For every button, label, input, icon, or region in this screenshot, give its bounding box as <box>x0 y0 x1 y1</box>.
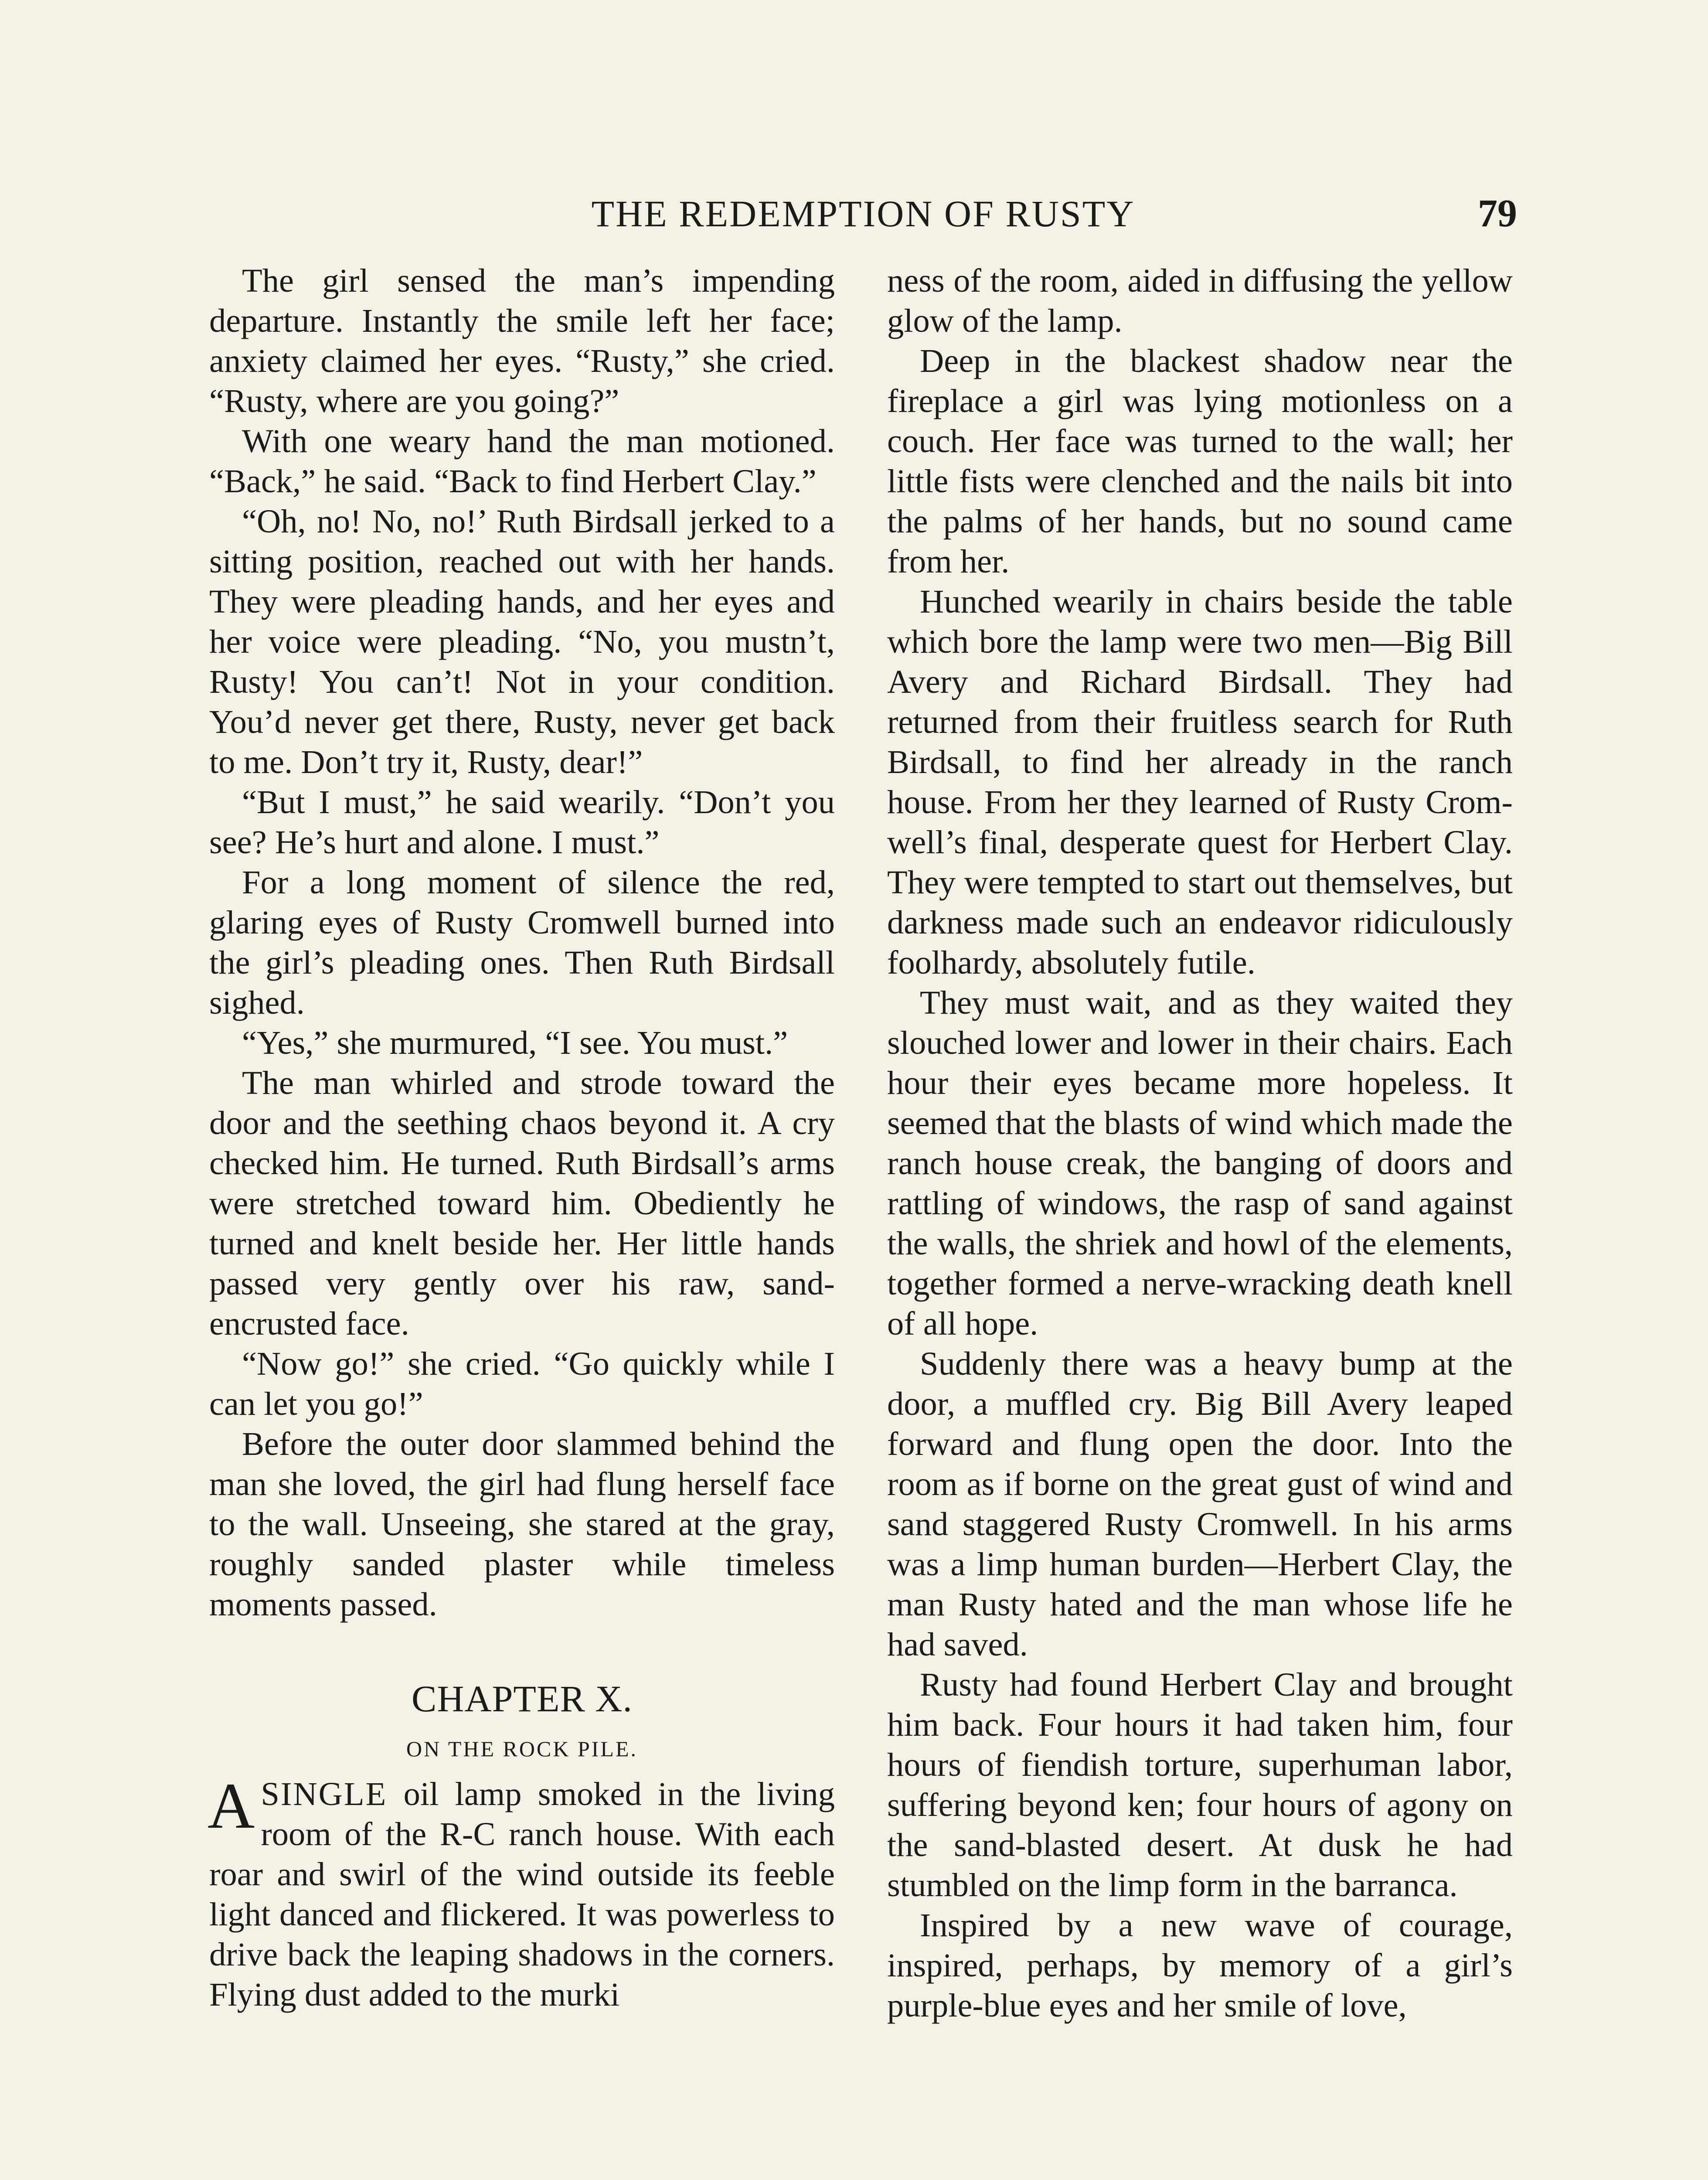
paragraph: Deep in the blackest shadow near the fireplace a girl was lying motionless on a couch. Her face was turned to the wall; her little fists were clenched and the nails bit into the palms of her hands, but no sound came from her. <box>887 342 1513 580</box>
paragraph: Before the outer door slammed behind the man she loved, the girl had flung herself face to the wall. Unseeing, she stared at the gray, roughly sanded plaster while timeless moments passed. <box>209 1425 835 1623</box>
paragraph: Hunched wearily in chairs beside the table which bore the lamp were two men—Big Bill Avery and Richard Birdsall. They had returned from their fruitless search for Ruth Birdsall, to find her already in the ranch house. From her they learned of Rusty Cromwell’s final, desperate quest for Herbert Clay. They were tempted to start out themselves, but darkness made such an endeavor ridiculously foolhardy, absolutely futile. <box>887 583 1513 981</box>
page-number: 79 <box>1478 192 1517 235</box>
continued-paragraph: ness of the room, aided in diffusing the yellow glow of the lamp. <box>887 262 1513 339</box>
paragraph: The man whirled and strode toward the door and the seething chaos beyond it. A cry checked him. He turned. Ruth Birdsall’s arms were stretched toward him. Obediently he turned and knelt beside her. Her little hands passed very gently over his raw, sand-encrusted face. <box>209 1064 835 1342</box>
paragraph: With one weary hand the man motioned. “Back,” he said. “Back to find Herbert Clay.” <box>209 422 835 500</box>
running-title: THE REDEMPTION OF RUSTY <box>591 193 1135 235</box>
paragraph: “Yes,” she murmured, “I see. You must.” <box>242 1024 788 1061</box>
paragraph: “Oh, no! No, no!’ Ruth Birdsall jerked to a sitting position, reached out with her hands. They were pleading hands, and her eyes and her voice were pleading. “No, you mustn’t, Rusty! You can’t! Not in your condition. You’d never get there, Rusty, never get back to me. Don’t try it, Rusty, dear!” <box>209 503 835 780</box>
chapter-subtitle: ON THE ROCK PILE. <box>406 1737 638 1761</box>
paragraph: For a long moment of silence the red, glaring eyes of Rusty Cromwell burned into the girl’s pleading ones. Then Ruth Birdsall sighed. <box>209 864 835 1021</box>
paragraph: The girl sensed the man’s impending departure. Instantly the smile left her face; anxiety claimed her eyes. “Rusty,” she cried. “Rusty, where are you going?” <box>209 262 835 419</box>
paragraph: Inspired by a new wave of courage, inspired, perhaps, by memory of a girl’s purple-blue eyes and her smile of love, <box>887 1907 1513 2024</box>
paragraph: Suddenly there was a heavy bump at the door, a muffled cry. Big Bill Avery leaped forward and flung open the door. Into the room as if borne on the great gust of wind and sand staggered Rusty Cromwell. In his arms was a limp human burden—Herbert Clay, the man Rusty hated and the man whose life he had saved. <box>887 1345 1513 1663</box>
drop-cap: A <box>208 1770 255 1842</box>
paragraph: They must wait, and as they waited they slouched lower and lower in their chairs. Each hour their eyes became more hopeless. It seemed that the blasts of wind which made the ranch house creak, the banging of doors and rattling of windows, the rasp of sand against the walls, the shriek and howl of the elements, together formed a nerve-wracking death knell of all hope. <box>887 984 1513 1342</box>
right-column <box>887 261 1513 2026</box>
chapter-opening-paragraph <box>208 1770 835 2015</box>
chapter-opening-text: oil lamp smoked in the living room of the R-C ranch house. With each roar and swirl of the wind outside its feeble light danced and flickered. It was powerless to drive back the leaping shadows in the corners. Flying dust added to the murki <box>209 1775 835 2013</box>
chapter-heading: CHAPTER X. <box>412 1678 633 1720</box>
paragraph: Rusty had found Herbert Clay and brought him back. Four hours it had taken him, four hours of fiendish torture, superhuman labor, suffering beyond ken; four hours of agony on the sand-blasted desert. At dusk he had stumbled on the limp form in the barranca. <box>887 1666 1513 1904</box>
left-column <box>209 261 835 2015</box>
running-head <box>209 187 1517 240</box>
paragraph: “Now go!” she cried. “Go quickly while I can let you go!” <box>209 1345 835 1422</box>
chapter-first-word: SINGLE <box>261 1775 388 1812</box>
paragraph: “But I must,” he said wearily. “Don’t you see? He’s hurt and alone. I must.” <box>209 783 835 861</box>
